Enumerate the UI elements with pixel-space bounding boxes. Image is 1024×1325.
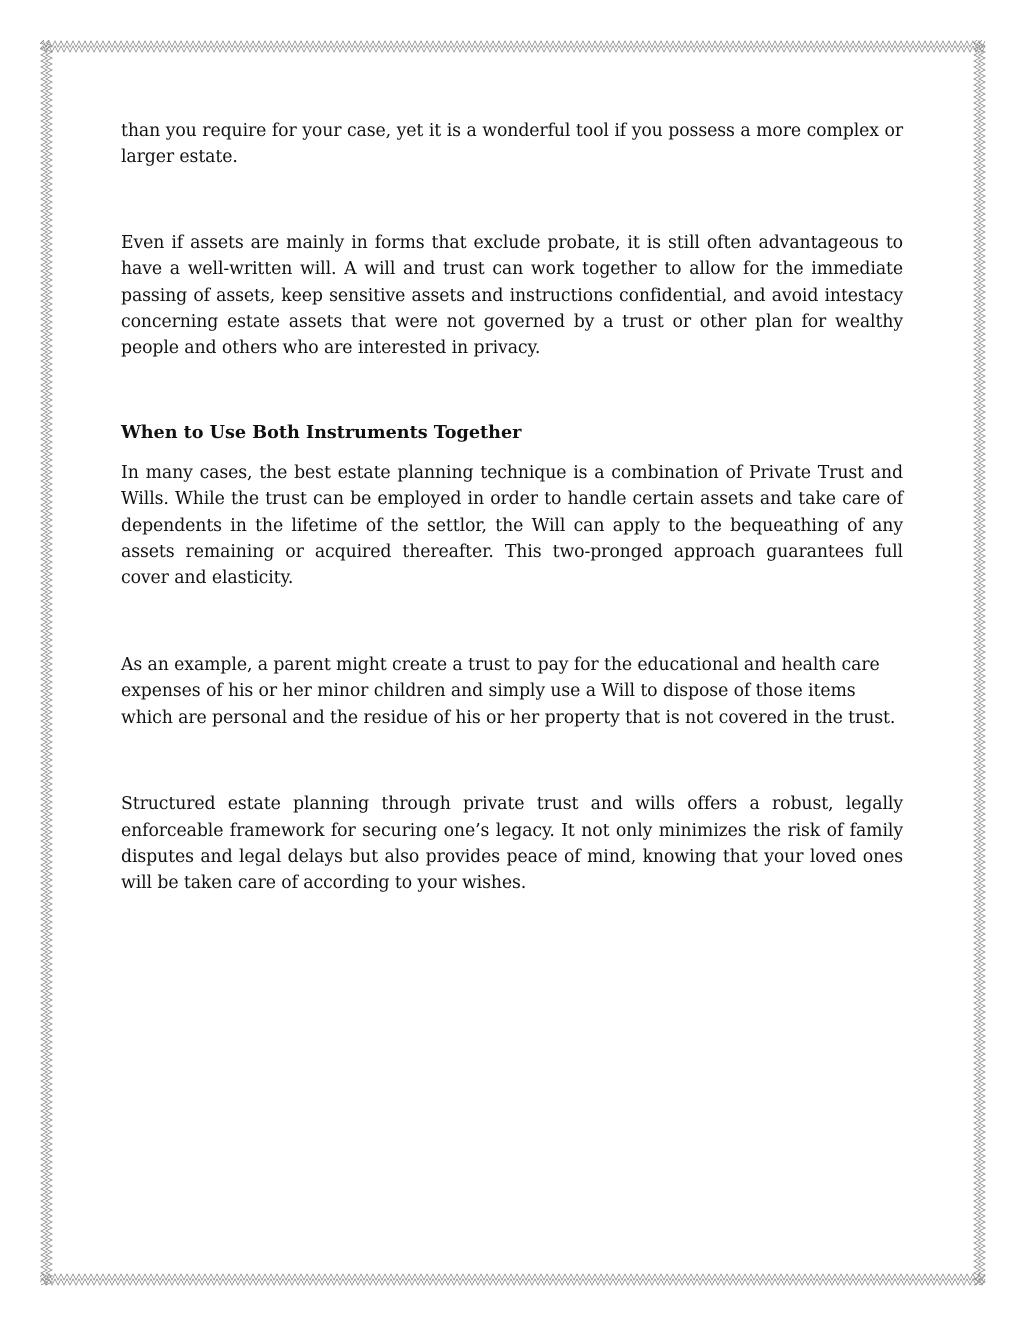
paragraph-spacer bbox=[121, 731, 903, 791]
paragraph-combination: In many cases, the best estate planning technique is a combination of Private Trust and Wills. While the trust can be employed in order to handle certain assets and take care of dependents in the lifetime of the settlor, the Will can apply to the bequeathing of any assets remaining or acquired thereafter. This two-pronged approach guarantees full cover and elasticity. bbox=[121, 462, 903, 589]
border-zigzag-line bbox=[974, 40, 980, 1285]
paragraph-spacer bbox=[121, 171, 903, 230]
border-zigzag-line bbox=[979, 40, 985, 1285]
border-zigzag-line bbox=[40, 1274, 985, 1280]
paragraph-conclusion: Structured estate planning through private trust and wills offers a robust, legally enforceable framework for securing one’s legacy. It not only minimizes the risk of family disputes and legal delays but also provides peace of mind, knowing that your loved ones will be taken care of according to your wishes. bbox=[121, 794, 903, 894]
section-heading: When to Use Both Instruments Together bbox=[121, 421, 522, 443]
section-spacer bbox=[121, 362, 903, 420]
border-zigzag-line bbox=[41, 40, 47, 1285]
border-zigzag-line bbox=[40, 41, 985, 47]
paragraph-intro-continuation: than you require for your case, yet it is a wonderful tool if you possess a more complex or larger estate. bbox=[121, 121, 903, 168]
document-body bbox=[121, 118, 903, 897]
paragraph-example: As an example, a parent might create a trust to pay for the educational and health care expenses of his or her minor children and simply use a Will to dispose of those items which are personal and the residue of his or her property that is not covered in the trust. bbox=[121, 654, 896, 728]
border-zigzag-line bbox=[46, 40, 52, 1285]
heading-spacer bbox=[121, 446, 903, 460]
border-zigzag-line bbox=[40, 1279, 985, 1285]
paragraph-spacer bbox=[121, 592, 903, 652]
border-zigzag-line bbox=[40, 46, 985, 52]
paragraph-will-advantage: Even if assets are mainly in forms that exclude probate, it is still often advantageous to have a well-written will. A will and trust can work together to allow for the immediate passing of assets, keep sensitive assets and instructions confidential, and avoid intestacy concerning estate assets that were not governed by a trust or other plan for wealthy people and others who are interested in privacy. bbox=[121, 232, 903, 359]
